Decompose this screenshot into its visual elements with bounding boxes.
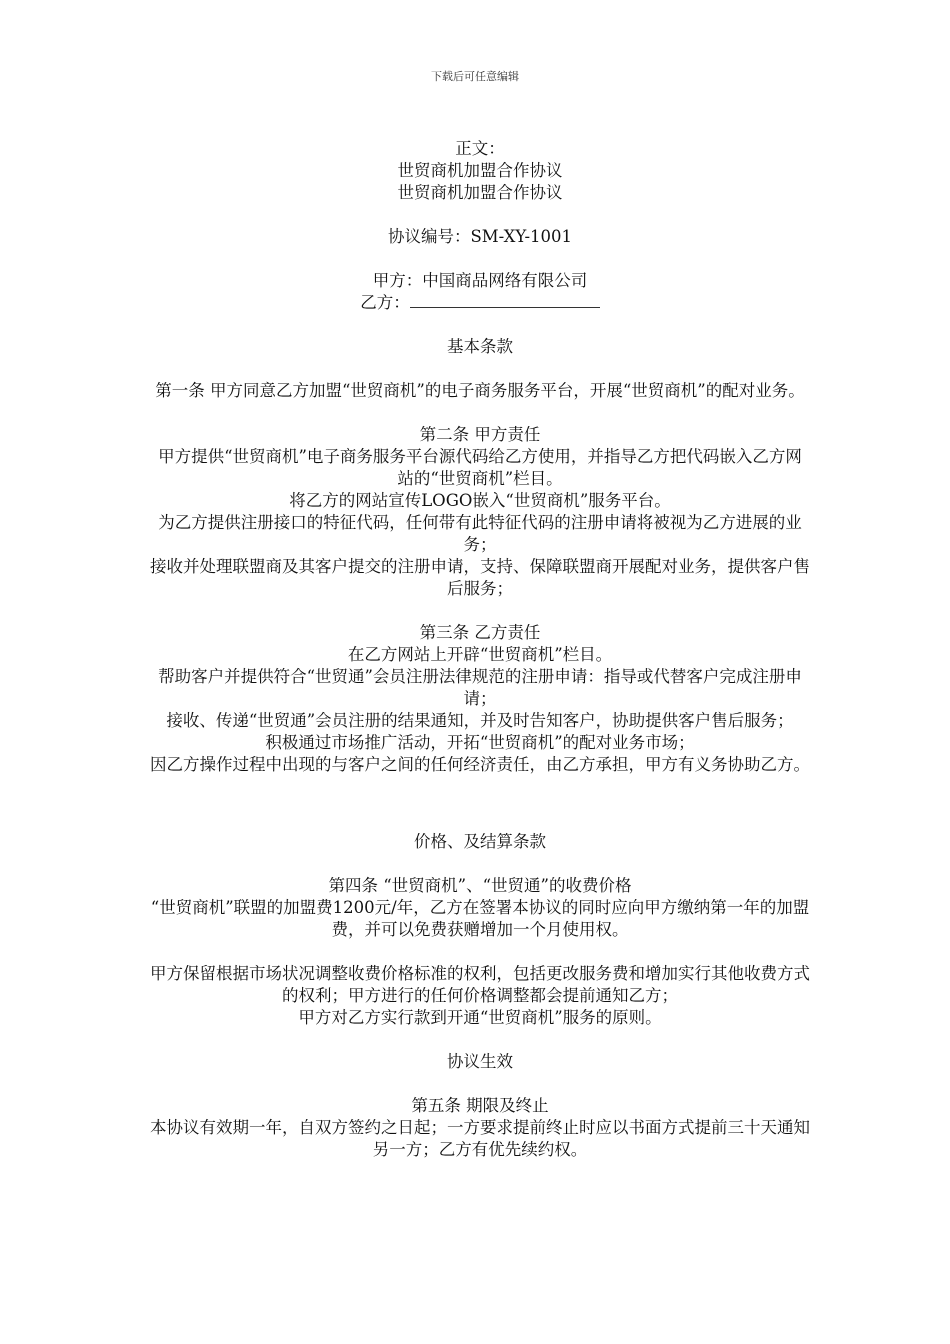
article-3-item: 积极通过市场推广活动，开拓“世贸商机”的配对业务市场； [265, 733, 695, 752]
header-note: 下载后可任意编辑 [431, 70, 519, 83]
party-b-label: 乙方： [360, 293, 410, 312]
pricing-heading: 价格、及结算条款 [414, 832, 546, 851]
agreement-document [150, 138, 810, 1161]
party-b-blank-line [410, 292, 600, 308]
article-2-heading: 第二条 甲方责任 [419, 425, 541, 444]
document-title-repeat: 世贸商机加盟合作协议 [397, 183, 563, 202]
party-b [150, 292, 810, 314]
article-2-item: 甲方提供“世贸商机”电子商务服务平台源代码给乙方使用，并指导乙方把代码嵌入乙方网站的“世贸商机”栏目。 [158, 447, 802, 488]
pricing-rights-item: 甲方对乙方实行款到开通“世贸商机”服务的原则。 [298, 1008, 662, 1027]
article-4-heading: 第四条 “世贸商机”、“世贸通”的收费价格 [328, 876, 632, 895]
agreement-number: 协议编号：SM-XY-1001 [387, 227, 573, 246]
article-5-heading: 第五条 期限及终止 [411, 1096, 549, 1115]
article-3-item: 因乙方操作过程中出现的与客户之间的任何经济责任，由乙方承担，甲方有义务协助乙方。 [150, 755, 810, 774]
article-1: 第一条 甲方同意乙方加盟“世贸商机”的电子商务服务平台，开展“世贸商机”的配对业务。 [155, 381, 805, 400]
article-2-item: 将乙方的网站宣传LOGO嵌入“世贸商机”服务平台。 [289, 491, 671, 510]
basic-terms-heading: 基本条款 [447, 337, 513, 356]
pricing-rights-item: 甲方保留根据市场状况调整收费价格标准的权利，包括更改服务费和增加实行其他收费方式的权利；甲方进行的任何价格调整都会提前通知乙方； [150, 964, 810, 1005]
article-3-item: 在乙方网站上开辟“世贸商机”栏目。 [347, 645, 613, 664]
effect-heading: 协议生效 [447, 1052, 513, 1071]
fee-text: “世贸商机”联盟的加盟费1200元/年，乙方在签署本协议的同时应向甲方缴纳第一年的加盟费，并可以免费获赠增加一个月使用权。 [150, 898, 810, 939]
article-3-heading: 第三条 乙方责任 [419, 623, 541, 642]
article-3-item: 接收、传递“世贸通”会员注册的结果通知，并及时告知客户，协助提供客户售后服务； [166, 711, 794, 730]
article-2-item: 接收并处理联盟商及其客户提交的注册申请，支持、保障联盟商开展配对业务，提供客户售后服务； [150, 557, 810, 598]
article-3-item: 帮助客户并提供符合“世贸通”会员注册法律规范的注册申请：指导或代替客户完成注册申请； [158, 667, 802, 708]
term-text: 本协议有效期一年，自双方签约之日起；一方要求提前终止时应以书面方式提前三十天通知另一方；乙方有优先续约权。 [150, 1118, 810, 1159]
article-2-item: 为乙方提供注册接口的特征代码，任何带有此特征代码的注册申请将被视为乙方进展的业务； [158, 513, 802, 554]
document-title: 世贸商机加盟合作协议 [397, 161, 563, 180]
body-label: 正文： [455, 139, 505, 158]
party-a: 甲方：中国商品网络有限公司 [372, 271, 588, 290]
